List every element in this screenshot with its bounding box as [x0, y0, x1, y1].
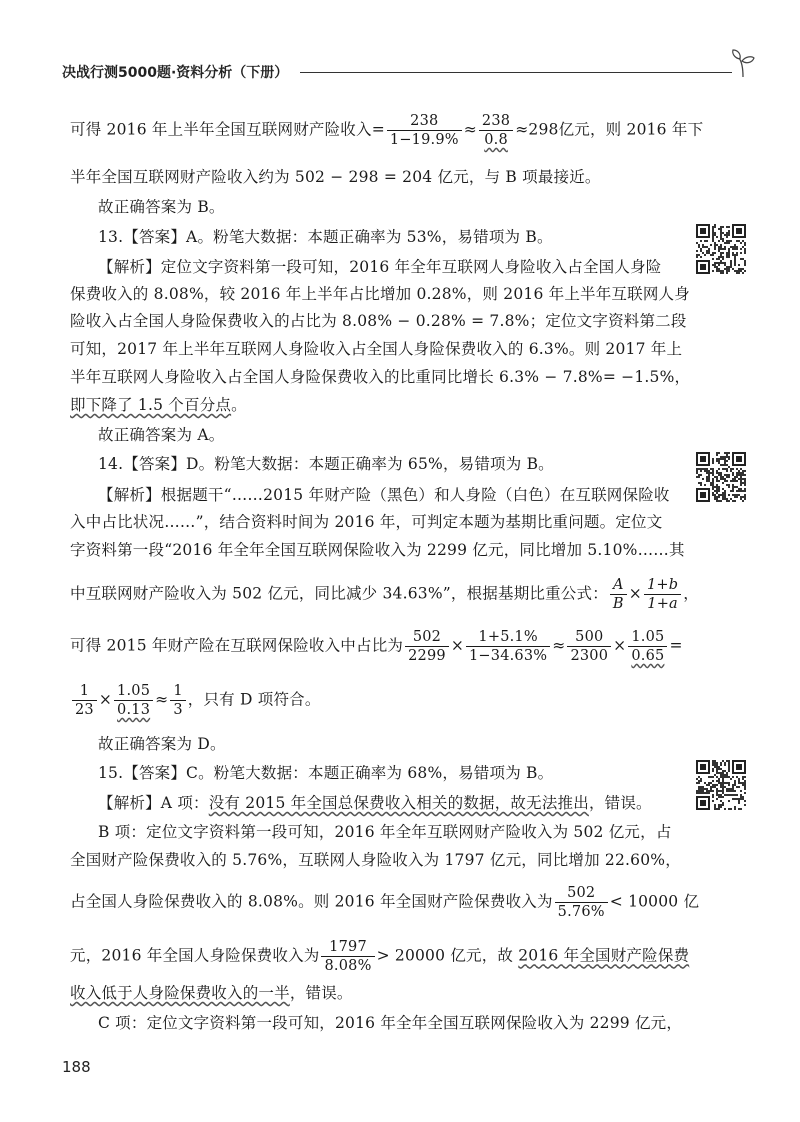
text-line: 【解析】根据题干“……2015 年财产险（黑色）和人身险（白色）在互联网保险收 [98, 486, 670, 504]
answer-heading-13: 13.【答案】A。粉笔大数据：本题正确率为 53%，易错项为 B。 [98, 228, 553, 246]
text-line: 半年全国互联网财产险收入约为 502 − 298 = 204 亿元，与 B 项最接近。 [70, 168, 601, 186]
fraction: $\frac{1.05}{0.65}$ [628, 628, 667, 665]
text-line: B 项：定位文字资料第一段可知，2016 年全年互联网财产险收入为 502 亿元，占 [98, 823, 672, 841]
fraction: $\frac{238}{1-19.9\%}$ [387, 112, 462, 149]
fraction: $\frac{1}{3}$ [170, 682, 185, 719]
running-header-title: 决战行测5000题·资料分析（下册） [62, 65, 289, 81]
text-line: 中互联网财产险收入为 502 亿元，同比减少 34.63%”，根据基期比重公式： $\frac{A}{B}$ × $\frac{1+b}{1+a}$ ， [70, 577, 699, 612]
fraction: $\frac{238}{0.8}$ [479, 112, 513, 149]
qr-code-icon [696, 452, 746, 502]
text-line: 故正确答案为 A。 [98, 426, 225, 444]
text-line: 入中占比状况……”，结合资料时间为 2016 年，可判定本题为基期比重问题。定位文 [70, 513, 663, 531]
text-line: C 项：定位文字资料第一段可知，2016 年全年全国互联网保险收入为 2299 亿元， [98, 1014, 683, 1032]
sprout-icon [730, 48, 756, 78]
text-line: $\frac{1}{23}$ × $\frac{1.05}{0.13}$ ≈ $\frac{1}{3}$ ，只有 D 项符合。 [70, 682, 670, 719]
text-line: 即下降了 1.5 个百分点。 [70, 396, 247, 414]
answer-heading-15: 15.【答案】C。粉笔大数据：本题正确率为 68%，易错项为 B。 [98, 764, 554, 782]
text-line: 可得 2015 年财产险在互联网保险收入中占比为 $\frac{502}{2299}$ × $\frac{1+5.1\%}{1-34.63\%}$ ≈ $\frac{500}{2300}$ × $\frac{1.05}{0.65}$ = [70, 629, 683, 664]
fraction: $\frac{1}{23}$ [72, 682, 97, 719]
text-line: 【解析】A 项：没有 2015 年全国总保费收入相关的数据，故无法推出，错误。 [98, 794, 652, 812]
text-line: 可得 2016 年上半年全国互联网财产险收入= $\frac{238}{1-19.9\%}$ ≈ $\frac{238}{0.8}$ ≈298亿元，则 2016 年下 [70, 113, 704, 148]
text-line: 字资料第一段“2016 年全年全国互联网保险收入为 2299 亿元，同比增加 5.10%……其 [70, 541, 685, 559]
fraction: $\frac{500}{2300}$ [567, 628, 611, 665]
fraction: $\frac{502}{5.76\%}$ [555, 884, 608, 921]
text-line: 元，2016 年全国人身险保费收入为 $\frac{1797}{8.08\%}$ > 20000 亿元，故 2016 年全国财产险保费 [70, 939, 690, 974]
text-line: 保费收入的 8.08%，较 2016 年上半年占比增加 0.28%，则 2016 年上半年互联网人身 [70, 285, 690, 303]
answer-heading-14: 14.【答案】D。粉笔大数据：本题正确率为 65%，易错项为 B。 [98, 455, 554, 473]
qr-code-icon [696, 224, 746, 274]
text-line: 【解析】定位文字资料第一段可知，2016 年全年互联网人身险收入占全国人身险 [98, 258, 662, 276]
fraction: $\frac{1.05}{0.13}$ [114, 682, 153, 719]
text-line: 占全国人身险保费收入的 8.08%。则 2016 年全国财产险保费收入为 $\frac{502}{5.76\%}$ < 10000 亿 [70, 885, 700, 920]
text-line: 故正确答案为 D。 [98, 735, 226, 753]
text-line: 收入低于人身险保费收入的一半，错误。 [70, 984, 353, 1002]
qr-code-icon [696, 760, 746, 810]
fraction: $\frac{1+b}{1+a}$ [644, 576, 681, 613]
text-line: 险收入占全国人身险保费收入的占比为 8.08% − 0.28% = 7.8%；定位文字资料第二段 [70, 312, 687, 330]
fraction: $\frac{1+5.1\%}{1-34.63\%}$ [466, 628, 550, 665]
fraction: $\frac{1797}{8.08\%}$ [321, 938, 374, 975]
header-rule [300, 72, 732, 73]
page-number: 188 [62, 1058, 91, 1076]
text-line: 全国财产险保费收入的 5.76%，互联网人身险收入为 1797 亿元，同比增加 22.60%， [70, 851, 681, 869]
text-line: 故正确答案为 B。 [98, 198, 225, 216]
fraction: $\frac{502}{2299}$ [405, 628, 449, 665]
fraction: $\frac{A}{B}$ [610, 576, 627, 613]
text-line: 半年互联网人身险收入占全国人身险保费收入的比重同比增长 6.3% − 7.8%= −1.5%， [70, 368, 691, 386]
text-line: 可知，2017 年上半年互联网人身险收入占全国人身险保费收入的 6.3%。则 2017 年上 [70, 340, 683, 358]
